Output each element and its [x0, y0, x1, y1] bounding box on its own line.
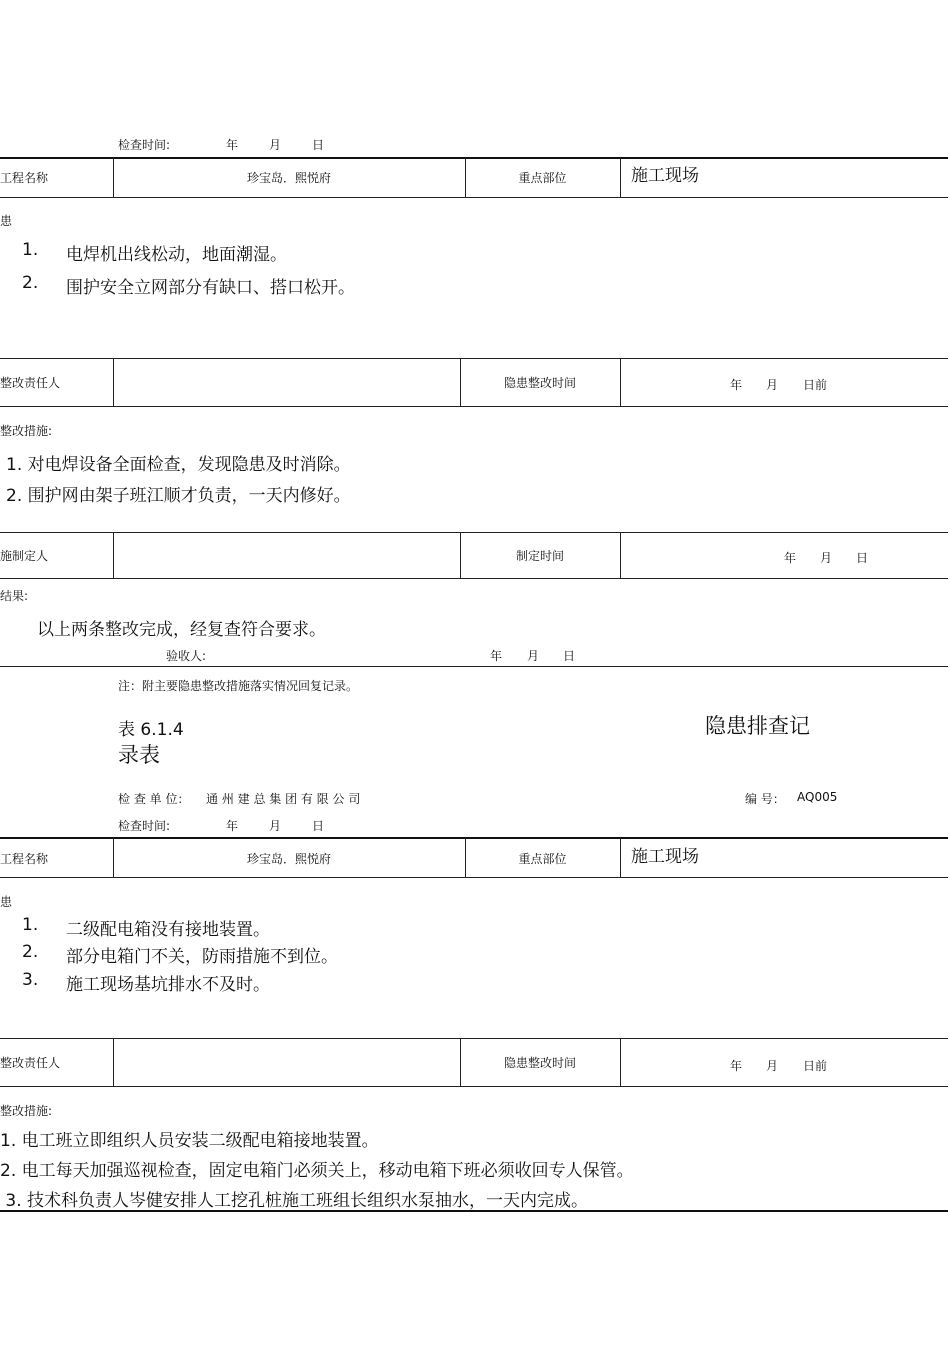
- check-time-label: 检查时间:: [118, 138, 171, 152]
- rectify-year: 年: [730, 1059, 743, 1073]
- check-unit-value: 通 州 建 总 集 团 有 限 公 司: [206, 792, 361, 806]
- hazard-item: 围护安全立网部分有缺口、搭口松开。: [66, 278, 355, 298]
- measure-item: 1. 对电焊设备全面检查，发现隐患及时消除。: [6, 455, 351, 475]
- maker-label: 施制定人: [0, 549, 49, 563]
- form-title: 隐患排查记: [705, 714, 810, 738]
- accept-year: 年: [490, 649, 503, 663]
- check-unit-label: 检 查 单 位：: [118, 792, 190, 806]
- result-label: 结果:: [0, 589, 29, 603]
- footnote: 注：附主要隐患整改措施落实情况回复记录。: [118, 679, 359, 693]
- check-time-day: 日: [312, 819, 325, 833]
- measure-item: 1. 电工班立即组织人员安装二级配电箱接地装置。: [0, 1131, 379, 1151]
- key-area-label: 重点部位: [518, 851, 567, 866]
- rectify-time-label: 隐患整改时间: [503, 376, 576, 390]
- rectify-month: 月: [766, 378, 779, 392]
- result-text: 以上两条整改完成，经复查符合要求。: [37, 620, 326, 640]
- measure-item: 2. 围护网由架子班江顺才负责，一天内修好。: [6, 486, 351, 506]
- hazard-item: 二级配电箱没有接地装置。: [66, 920, 270, 940]
- check-time-month: 月: [269, 819, 282, 833]
- responsible-label: 整改责任人: [0, 1056, 61, 1070]
- hazard-item: 部分电箱门不关，防雨措施不到位。: [66, 947, 338, 967]
- measure-item: 3. 技术科负责人岑健安排人工挖孔桩施工班组长组织水泵抽水，一天内完成。: [0, 1191, 589, 1211]
- hazard-number: 1.: [22, 240, 39, 260]
- acceptor-label: 验收人:: [166, 649, 207, 663]
- rectify-time-label: 隐患整改时间: [503, 1056, 576, 1070]
- serial-value: AQ005: [797, 790, 838, 804]
- project-name-value: 珍宝岛．熙悦府: [246, 851, 331, 866]
- hazard-number: 2.: [22, 273, 39, 293]
- key-area-label: 重点部位: [518, 171, 567, 185]
- table-divider: [113, 532, 114, 578]
- make-day: 日: [856, 551, 869, 565]
- make-month: 月: [820, 551, 833, 565]
- table-rule: [0, 197, 948, 198]
- check-time-month: 月: [269, 138, 282, 152]
- hazard-label: 患: [0, 895, 13, 909]
- project-name-value: 珍宝岛．熙悦府: [246, 171, 331, 185]
- measures-label: 整改措施:: [0, 1104, 53, 1118]
- make-time-label: 制定时间: [515, 549, 564, 563]
- key-area-value: 施工现场: [631, 847, 699, 867]
- hazard-number: 3.: [22, 970, 39, 990]
- table-rule: [0, 578, 948, 579]
- table-divider: [620, 1038, 621, 1086]
- table-divider: [620, 358, 621, 406]
- hazard-number: 2.: [22, 942, 39, 962]
- table-divider: [620, 532, 621, 578]
- rectify-year: 年: [730, 378, 743, 392]
- accept-day: 日: [563, 649, 576, 663]
- serial-label: 编 号：: [745, 792, 785, 806]
- table-divider: [620, 837, 621, 877]
- accept-month: 月: [527, 649, 540, 663]
- make-year: 年: [784, 551, 797, 565]
- check-time-label: 检查时间:: [118, 819, 171, 833]
- table-rule: [0, 406, 948, 407]
- table-divider: [113, 1038, 114, 1086]
- rectify-month: 月: [766, 1059, 779, 1073]
- hazard-item: 电焊机出线松动，地面潮湿。: [66, 245, 287, 265]
- hazard-label: 患: [0, 214, 13, 228]
- rectify-day: 日前: [803, 1059, 828, 1073]
- project-name-label: 工程名称: [0, 851, 49, 866]
- form-title-continued: 录表: [118, 743, 160, 767]
- rectify-day: 日前: [803, 378, 828, 392]
- hazard-number: 1.: [22, 915, 39, 935]
- table-divider: [620, 157, 621, 197]
- measure-item: 2. 电工每天加强巡视检查，固定电箱门必须关上，移动电箱下班必须收回专人保管。: [0, 1161, 634, 1181]
- table-rule: [0, 877, 948, 878]
- check-time-year: 年: [226, 819, 239, 833]
- project-name-label: 工程名称: [0, 171, 49, 185]
- table-rule: [0, 1086, 948, 1087]
- responsible-label: 整改责任人: [0, 376, 61, 390]
- check-time-day: 日: [312, 138, 325, 152]
- measures-label: 整改措施:: [0, 424, 53, 438]
- table-rule: [0, 666, 948, 667]
- table-rule: [0, 1210, 948, 1212]
- table-divider: [113, 358, 114, 406]
- key-area-value: 施工现场: [631, 166, 699, 186]
- table-number: 表 6.1.4: [118, 720, 184, 740]
- hazard-item: 施工现场基坑排水不及时。: [66, 975, 270, 995]
- check-time-year: 年: [226, 138, 239, 152]
